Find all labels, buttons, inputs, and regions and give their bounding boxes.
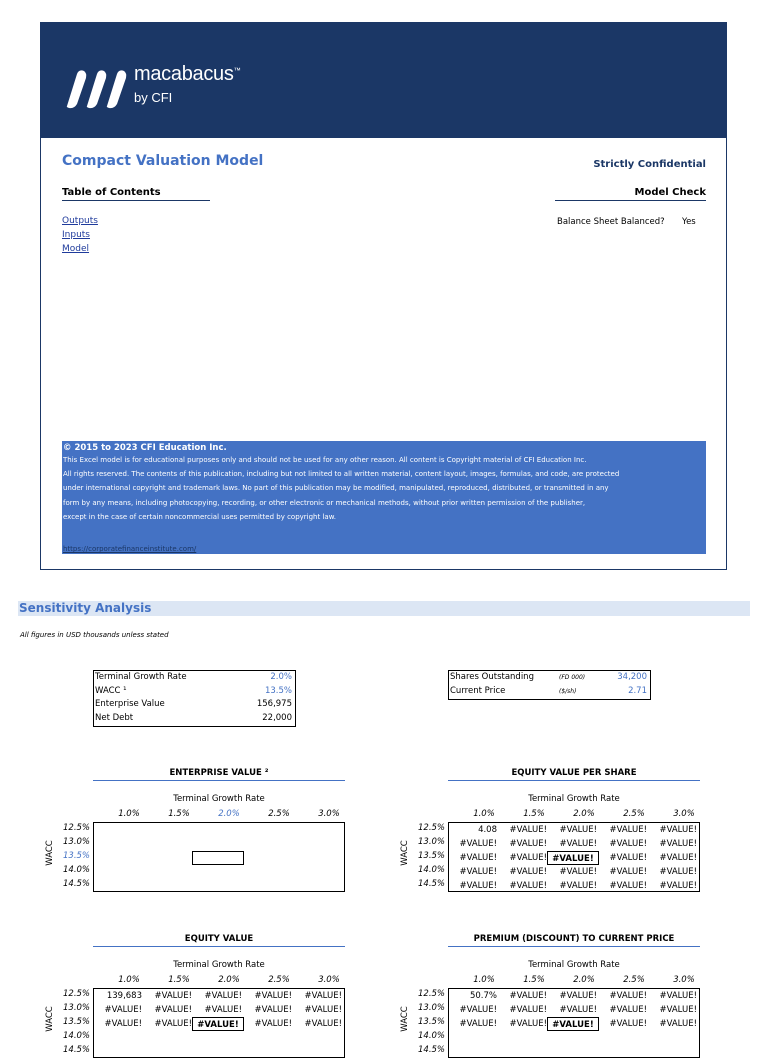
column-header: 1.0% <box>473 975 495 985</box>
table-cell[interactable] <box>144 823 194 837</box>
table-cell[interactable]: #VALUE! <box>559 881 597 891</box>
column-header: 2.0% <box>573 809 595 819</box>
table-cell[interactable] <box>294 1045 344 1059</box>
toc-heading: Table of Contents <box>62 187 210 201</box>
table-cell[interactable]: #VALUE! <box>659 881 697 891</box>
table-cell[interactable]: #VALUE! <box>509 1019 547 1029</box>
table-cell[interactable]: #VALUE! <box>459 1005 497 1015</box>
table-title: ENTERPRISE VALUE ² <box>93 768 345 781</box>
column-header: 1.5% <box>523 975 545 985</box>
column-header: 1.0% <box>118 975 140 985</box>
table-cell[interactable] <box>294 823 344 837</box>
table-cell[interactable] <box>144 865 194 879</box>
table-cell[interactable] <box>94 1031 144 1045</box>
share-inputs-box <box>448 670 651 700</box>
table-cell[interactable]: #VALUE! <box>609 991 647 1001</box>
column-header: 1.5% <box>523 809 545 819</box>
table-cell[interactable]: #VALUE! <box>609 1005 647 1015</box>
table-cell[interactable] <box>499 1045 549 1059</box>
table-cell[interactable]: #VALUE! <box>154 991 192 1001</box>
table-cell[interactable] <box>94 1045 144 1059</box>
table-cell[interactable]: #VALUE! <box>304 1005 342 1015</box>
table-cell[interactable] <box>244 823 294 837</box>
table-cell[interactable] <box>94 879 144 893</box>
row-header: 13.5% <box>418 851 446 861</box>
table-cell[interactable]: #VALUE! <box>609 839 647 849</box>
confidential-label: Strictly Confidential <box>593 159 706 170</box>
model-check-heading: Model Check <box>555 187 706 201</box>
input-row: Shares Outstanding (FD 000) 34,200 <box>449 671 650 685</box>
table-cell[interactable]: #VALUE! <box>559 867 597 877</box>
column-header: 2.0% <box>573 975 595 985</box>
table-cell[interactable]: #VALUE! <box>304 991 342 1001</box>
column-header: 3.0% <box>673 809 695 819</box>
legal-line: All rights reserved. The contents of this publication, including but not limited to all written material, content layout, images, formulas, and code, are protected <box>63 470 620 479</box>
row-header: 13.5% <box>63 851 91 861</box>
table-cell[interactable]: #VALUE! <box>509 853 547 863</box>
table-cell[interactable]: #VALUE! <box>659 1005 697 1015</box>
table-cell[interactable]: #VALUE! <box>509 825 547 835</box>
column-header: 3.0% <box>318 975 340 985</box>
table-cell[interactable] <box>144 1045 194 1059</box>
table-cell[interactable] <box>599 1045 649 1059</box>
table-cell[interactable] <box>144 879 194 893</box>
table-cell[interactable] <box>649 1031 699 1045</box>
table-cell[interactable] <box>194 1031 244 1045</box>
table-cell[interactable] <box>549 1045 599 1059</box>
legal-line: This Excel model is for educational purposes only and should not be used for any other reason. All content is Copyright material of CFI Education Inc. <box>63 456 587 464</box>
wacc-input[interactable]: 13.5% <box>264 685 292 696</box>
column-header: 1.0% <box>473 809 495 819</box>
table-grid <box>93 988 345 1058</box>
table-cell[interactable] <box>294 1031 344 1045</box>
table-cell[interactable] <box>194 837 244 851</box>
table-cell[interactable]: #VALUE! <box>154 1019 192 1029</box>
output-row: Net Debt 22,000 <box>94 712 295 726</box>
balance-check-value: Yes <box>682 217 696 227</box>
column-header: 2.0% <box>218 809 240 819</box>
wacc-axis-label: WACC <box>45 1006 55 1032</box>
column-header: 1.5% <box>168 975 190 985</box>
table-cell[interactable]: #VALUE! <box>659 867 697 877</box>
table-cell[interactable]: #VALUE! <box>659 853 697 863</box>
row-header: 12.5% <box>63 823 91 833</box>
row-header: 14.0% <box>63 865 91 875</box>
table-cell[interactable]: #VALUE! <box>459 1019 497 1029</box>
table-cell[interactable]: #VALUE! <box>509 991 547 1001</box>
column-header: 3.0% <box>318 809 340 819</box>
table-cell[interactable]: #VALUE! <box>609 853 647 863</box>
table-grid <box>448 822 700 892</box>
balance-check-label: Balance Sheet Balanced? <box>557 217 665 227</box>
axis-title: Terminal Growth Rate <box>528 960 620 970</box>
table-cell[interactable]: #VALUE! <box>559 991 597 1001</box>
table-cell[interactable] <box>94 865 144 879</box>
table-cell[interactable] <box>244 1045 294 1059</box>
table-cell[interactable]: #VALUE! <box>509 881 547 891</box>
table-cell[interactable]: #VALUE! <box>192 1017 244 1031</box>
table-cell[interactable]: #VALUE! <box>104 1019 142 1029</box>
table-cell[interactable] <box>649 1045 699 1059</box>
enterprise-value: 156,975 <box>256 699 292 709</box>
row-header: 14.0% <box>418 1031 446 1041</box>
column-header: 2.5% <box>623 809 645 819</box>
net-debt-value: 22,000 <box>262 712 292 723</box>
table-cell[interactable] <box>244 865 294 879</box>
table-cell[interactable]: #VALUE! <box>559 825 597 835</box>
table-cell[interactable] <box>194 879 244 893</box>
table-title: PREMIUM (DISCOUNT) TO CURRENT PRICE <box>448 934 700 947</box>
table-cell[interactable]: #VALUE! <box>559 839 597 849</box>
valuation-inputs-box <box>93 670 296 727</box>
table-cell[interactable] <box>449 1045 499 1059</box>
table-cell[interactable] <box>144 1031 194 1045</box>
table-cell[interactable]: #VALUE! <box>559 1005 597 1015</box>
table-cell[interactable] <box>244 851 294 865</box>
row-header: 14.0% <box>63 1031 91 1041</box>
column-header: 2.5% <box>623 975 645 985</box>
cover-panel <box>40 22 727 570</box>
row-header: 13.0% <box>418 1003 446 1013</box>
legal-title: © 2015 to 2023 CFI Education Inc. <box>63 443 227 453</box>
row-header: 14.5% <box>418 879 446 889</box>
row-header: 13.0% <box>418 837 446 847</box>
table-cell[interactable]: #VALUE! <box>204 991 242 1001</box>
table-cell[interactable]: #VALUE! <box>459 853 497 863</box>
table-cell[interactable]: #VALUE! <box>609 881 647 891</box>
legal-line: form by any means, including photocopying, recording, or other electronic or mechanical methods, without prior written permission of the publisher, <box>63 498 586 507</box>
table-cell[interactable] <box>449 1031 499 1045</box>
row-header: 13.0% <box>63 1003 91 1013</box>
table-cell[interactable] <box>144 837 194 851</box>
table-cell[interactable]: #VALUE! <box>154 1005 192 1015</box>
table-title: EQUITY VALUE <box>93 934 345 947</box>
table-cell[interactable] <box>94 823 144 837</box>
table-cell[interactable]: #VALUE! <box>659 991 697 1001</box>
table-cell[interactable]: #VALUE! <box>509 1005 547 1015</box>
input-row: Terminal Growth Rate 2.0% <box>94 671 295 685</box>
row-header: 14.5% <box>63 879 91 889</box>
table-cell[interactable]: #VALUE! <box>509 839 547 849</box>
table-cell[interactable]: 50.7% <box>469 991 497 1001</box>
table-cell[interactable]: #VALUE! <box>609 867 647 877</box>
table-cell[interactable] <box>294 879 344 893</box>
wacc-axis-label: WACC <box>45 840 55 866</box>
table-cell[interactable]: #VALUE! <box>609 1019 647 1029</box>
table-cell[interactable]: #VALUE! <box>609 825 647 835</box>
brand-sub: by CFI <box>134 90 173 105</box>
row-header: 14.0% <box>418 865 446 875</box>
shares-outstanding-input[interactable]: 34,200 <box>617 672 647 682</box>
wacc-axis-label: WACC <box>400 1006 410 1032</box>
model-title: Compact Valuation Model <box>62 153 264 169</box>
table-cell[interactable] <box>94 837 144 851</box>
table-cell[interactable] <box>194 1045 244 1059</box>
table-cell[interactable]: #VALUE! <box>254 991 292 1001</box>
table-cell[interactable] <box>192 851 244 865</box>
column-header: 2.5% <box>268 975 290 985</box>
wacc-axis-label: WACC <box>400 840 410 866</box>
table-cell[interactable]: #VALUE! <box>459 839 497 849</box>
row-header: 12.5% <box>63 989 91 999</box>
current-price-input[interactable]: 2.71 <box>628 685 647 696</box>
legal-line: except in the case of certain noncommercial uses permitted by copyright law. <box>63 512 336 521</box>
table-cell[interactable] <box>599 1031 649 1045</box>
row-header: 14.5% <box>418 1045 446 1055</box>
table-cell[interactable] <box>94 851 144 865</box>
column-header: 2.0% <box>218 975 240 985</box>
table-cell[interactable]: #VALUE! <box>459 867 497 877</box>
macabacus-logo-icon <box>65 68 129 108</box>
legal-line: under international copyright and trademark laws. No part of this publication may be modified, manipulated, reproduced, distributed, or transmitted in any <box>63 484 609 493</box>
table-cell[interactable] <box>244 837 294 851</box>
table-cell[interactable] <box>294 851 344 865</box>
row-header: 13.5% <box>418 1017 446 1027</box>
section-title: Sensitivity Analysis <box>19 601 152 615</box>
column-header: 3.0% <box>673 975 695 985</box>
column-header: 1.5% <box>168 809 190 819</box>
table-cell[interactable] <box>294 865 344 879</box>
row-header: 12.5% <box>418 823 446 833</box>
table-cell[interactable]: #VALUE! <box>659 839 697 849</box>
column-header: 2.5% <box>268 809 290 819</box>
table-cell[interactable]: #VALUE! <box>547 851 599 865</box>
table-grid <box>448 988 700 1058</box>
output-row: Enterprise Value 156,975 <box>94 698 295 712</box>
toc-link-inputs[interactable]: Inputs <box>62 230 90 240</box>
table-cell[interactable]: #VALUE! <box>254 1005 292 1015</box>
table-cell[interactable] <box>294 837 344 851</box>
table-cell[interactable] <box>144 851 194 865</box>
legal-notice <box>62 441 706 554</box>
input-row: WACC ¹ 13.5% <box>94 685 295 699</box>
toc-link-outputs[interactable]: Outputs <box>62 216 98 226</box>
table-title: EQUITY VALUE PER SHARE <box>448 768 700 781</box>
table-cell[interactable]: #VALUE! <box>659 1019 697 1029</box>
brand-name: macabacus™ <box>134 63 241 85</box>
toc-link-model[interactable]: Model <box>62 244 90 254</box>
axis-title: Terminal Growth Rate <box>173 794 265 804</box>
row-header: 12.5% <box>418 989 446 999</box>
table-cell[interactable]: #VALUE! <box>204 1005 242 1015</box>
table-cell[interactable] <box>549 1031 599 1045</box>
table-cell[interactable]: #VALUE! <box>104 1005 142 1015</box>
table-cell[interactable] <box>244 1031 294 1045</box>
units-note: All figures in USD thousands unless stated <box>20 631 169 639</box>
axis-title: Terminal Growth Rate <box>173 960 265 970</box>
cover-header <box>41 23 726 138</box>
table-cell[interactable]: #VALUE! <box>547 1017 599 1031</box>
row-header: 13.0% <box>63 837 91 847</box>
table-cell[interactable] <box>194 865 244 879</box>
table-cell[interactable]: 4.08 <box>478 825 497 835</box>
column-header: 1.0% <box>118 809 140 819</box>
table-cell[interactable]: #VALUE! <box>304 1019 342 1029</box>
input-row: Current Price ($/sh) 2.71 <box>449 685 650 699</box>
table-grid <box>93 822 345 892</box>
table-cell[interactable]: #VALUE! <box>254 1019 292 1029</box>
row-header: 14.5% <box>63 1045 91 1055</box>
table-cell[interactable]: #VALUE! <box>509 867 547 877</box>
table-cell[interactable]: #VALUE! <box>659 825 697 835</box>
table-cell[interactable]: 139,683 <box>106 991 142 1001</box>
axis-title: Terminal Growth Rate <box>528 794 620 804</box>
table-cell[interactable] <box>244 879 294 893</box>
table-cell[interactable] <box>194 823 244 837</box>
cfi-website-link[interactable]: https://corporatefinanceinstitute.com/ <box>63 545 197 553</box>
terminal-growth-input[interactable]: 2.0% <box>270 672 292 682</box>
section-header-bar <box>18 601 750 616</box>
row-header: 13.5% <box>63 1017 91 1027</box>
table-cell[interactable] <box>499 1031 549 1045</box>
table-cell[interactable]: #VALUE! <box>459 881 497 891</box>
